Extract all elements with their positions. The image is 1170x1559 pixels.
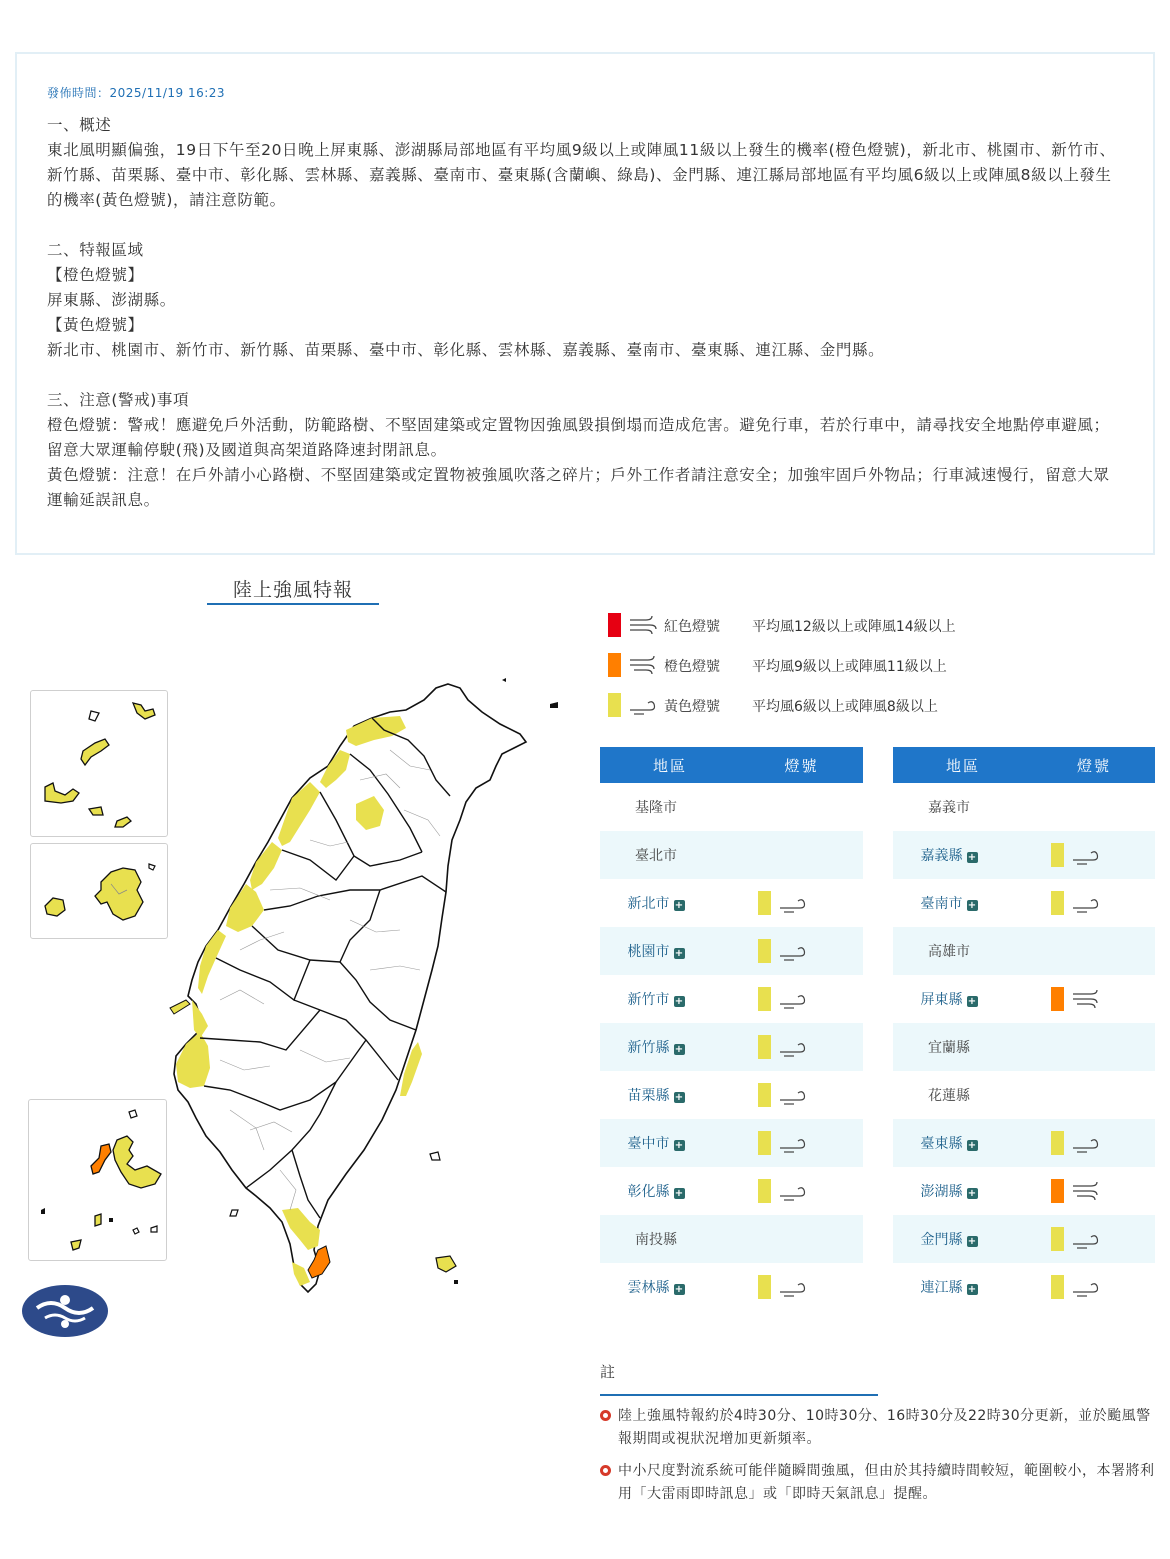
- wind-light-icon: [778, 1036, 808, 1058]
- signal-cell: [740, 1167, 863, 1215]
- region-name: 嘉義市: [928, 800, 970, 816]
- signal-cell: [740, 1119, 863, 1167]
- signal-swatch-yellow: [758, 1179, 771, 1203]
- penghu-island: [133, 1228, 139, 1234]
- legend-yellow-label: 黃色燈號: [664, 699, 720, 715]
- island-small-lanyu: [454, 1280, 458, 1284]
- signal-cell: [1033, 783, 1155, 831]
- wind-light-icon: [778, 988, 808, 1010]
- signal-cell: [740, 879, 863, 927]
- region-name: 臺北市: [635, 848, 677, 864]
- wind-medium-icon: [1071, 1180, 1101, 1202]
- wind-light-icon: [628, 694, 658, 716]
- matsu-island: [81, 739, 109, 765]
- signal-swatch-yellow: [758, 1083, 771, 1107]
- signal-swatch-yellow: [1051, 891, 1064, 915]
- expand-plus-icon[interactable]: +: [674, 1092, 684, 1103]
- section1-body: 東北風明顯偏強，19日下午至20日晚上屏東縣、澎湖縣局部地區有平均風9級以上或陣風11級以上發生的機率(橙色燈號)，新北市、桃園市、新竹市、新竹縣、苗栗縣、臺中市、彰化縣、雲林縣、嘉義縣、臺南市、臺東縣(含蘭嶼、綠島)、金門縣、連江縣局部地區有平均風6級以上或陣風8級以上發生的機率(黃色燈號)，請注意防範。: [47, 141, 1116, 209]
- signal-cell: [1033, 1119, 1155, 1167]
- table-row: [893, 1215, 1155, 1263]
- inset-matsu-map: [30, 690, 168, 837]
- expand-plus-icon[interactable]: +: [674, 996, 684, 1007]
- region-name[interactable]: 彰化縣: [627, 1184, 670, 1200]
- matsu-island: [89, 807, 103, 815]
- table-row: [893, 831, 1155, 879]
- inset-penghu-map: [28, 1099, 167, 1261]
- region-name-cell[interactable]: [893, 1263, 1033, 1311]
- table-row: [600, 879, 863, 927]
- expand-plus-icon[interactable]: +: [967, 1140, 977, 1151]
- wind-strong-icon: [628, 614, 658, 636]
- notes-title: 註: [600, 1363, 616, 1381]
- note-item: [600, 1460, 1160, 1506]
- taiwan-map: [160, 670, 570, 1310]
- legend-orange-label: 橙色燈號: [664, 659, 720, 675]
- island-green: [430, 1152, 440, 1160]
- kinmen-island: [149, 864, 155, 870]
- expand-plus-icon[interactable]: +: [674, 1044, 684, 1055]
- region-name-cell[interactable]: [893, 879, 1033, 927]
- wind-light-icon: [1071, 892, 1101, 914]
- island-guishan: [550, 702, 558, 708]
- expand-plus-icon[interactable]: +: [967, 996, 977, 1007]
- signal-swatch-yellow: [758, 987, 771, 1011]
- region-name-cell[interactable]: [600, 927, 740, 975]
- signal-swatch-yellow: [758, 939, 771, 963]
- table-header-region: 地區: [893, 747, 1033, 783]
- signal-swatch-yellow: [758, 1131, 771, 1155]
- signal-cell: [740, 975, 863, 1023]
- table-row: [893, 927, 1155, 975]
- table-row: [600, 927, 863, 975]
- region-name-cell: [600, 1215, 740, 1263]
- table-row: [600, 1263, 863, 1311]
- signal-cell: [1033, 927, 1155, 975]
- region-name-cell: [893, 1023, 1033, 1071]
- penghu-island: [109, 1218, 113, 1222]
- signal-legend: [608, 610, 1168, 730]
- region-name-cell[interactable]: [893, 1215, 1033, 1263]
- wind-light-icon: [1071, 844, 1101, 866]
- signal-swatch-yellow: [1051, 1275, 1064, 1299]
- penghu-island: [95, 1214, 101, 1226]
- table-header-region: 地區: [600, 747, 740, 783]
- region-name-cell: [600, 783, 740, 831]
- expand-plus-icon[interactable]: +: [967, 1236, 977, 1247]
- region-name[interactable]: 臺中市: [627, 1136, 670, 1152]
- matsu-island: [115, 817, 131, 827]
- region-name-cell[interactable]: [600, 1263, 740, 1311]
- notes-header: [600, 1358, 878, 1396]
- signal-cell: [740, 1215, 863, 1263]
- bullet-icon: [600, 1410, 611, 1421]
- expand-plus-icon[interactable]: +: [674, 948, 684, 959]
- table-row: [600, 1167, 863, 1215]
- table-row: [600, 1071, 863, 1119]
- legend-red-label: 紅色燈號: [664, 619, 720, 635]
- signal-cell: [1033, 831, 1155, 879]
- kinmen-island: [45, 898, 65, 916]
- expand-plus-icon[interactable]: +: [967, 1188, 977, 1199]
- signal-swatch-yellow: [1051, 843, 1064, 867]
- table-row: [893, 1263, 1155, 1311]
- note-text: 陸上強風特報約於4時30分、10時30分、16時30分及22時30分更新，並於颱風警報期間或視狀況增加更新頻率。: [618, 1408, 1151, 1447]
- region-name-cell[interactable]: [893, 1119, 1033, 1167]
- table-row: [600, 1119, 863, 1167]
- region-name[interactable]: 屏東縣: [920, 992, 963, 1008]
- note-text: 中小尺度對流系統可能伴隨瞬間強風，但由於其持續時間較短，範圍較小，本署將利用「大雷雨即時訊息」或「即時天氣訊息」提醒。: [618, 1463, 1155, 1502]
- signal-cell: [1033, 1263, 1155, 1311]
- region-name-cell[interactable]: [893, 975, 1033, 1023]
- region-name: 高雄市: [928, 944, 970, 960]
- table-row: [600, 1215, 863, 1263]
- wind-light-icon: [1071, 1228, 1101, 1250]
- signal-cell: [1033, 1167, 1155, 1215]
- legend-row-yellow: [608, 690, 1168, 730]
- signal-cell: [1033, 975, 1155, 1023]
- island-west-sandbar: [170, 1000, 190, 1014]
- penghu-island: [91, 1144, 111, 1174]
- section2-title: 二、特報區域: [47, 241, 144, 259]
- legend-yellow-swatch: [608, 693, 621, 717]
- wind-light-icon: [778, 892, 808, 914]
- penghu-island: [113, 1136, 161, 1188]
- inset-kinmen-map: [30, 843, 168, 939]
- island-lanyu: [436, 1256, 456, 1272]
- signal-swatch-orange: [1051, 1179, 1064, 1203]
- taiwan-island: [174, 684, 526, 1292]
- region-name-cell: [893, 783, 1033, 831]
- signal-cell: [1033, 1215, 1155, 1263]
- yellow-note: 黃色燈號：注意！在戶外請小心路樹、不堅固建築或定置物被強風吹落之碎片；戶外工作者請注意安全；加強牢固戶外物品；行車減速慢行，留意大眾運輸延誤訊息。: [47, 466, 1110, 509]
- expand-plus-icon[interactable]: +: [674, 900, 684, 911]
- island-pengjia: [502, 678, 506, 682]
- wind-medium-icon: [1071, 988, 1101, 1010]
- table-header-signal: 燈號: [1033, 747, 1155, 783]
- table-row: [893, 1119, 1155, 1167]
- region-name[interactable]: 連江縣: [920, 1280, 963, 1296]
- wind-light-icon: [778, 1180, 808, 1202]
- region-name[interactable]: 臺南市: [920, 896, 963, 912]
- legend-red-swatch: [608, 613, 621, 637]
- region-name[interactable]: 新竹縣: [627, 1040, 670, 1056]
- region-name[interactable]: 苗栗縣: [627, 1088, 670, 1104]
- wind-light-icon: [778, 1276, 808, 1298]
- island-xiaoliuqiu: [230, 1210, 238, 1216]
- wind-medium-icon: [628, 654, 658, 676]
- penghu-island: [71, 1240, 81, 1250]
- bullet-icon: [600, 1465, 611, 1476]
- legend-row-red: [608, 610, 1168, 650]
- table-row: [600, 975, 863, 1023]
- table-row: [893, 975, 1155, 1023]
- notes-section: [600, 1358, 1160, 1506]
- signal-swatch-yellow: [1051, 1131, 1064, 1155]
- table-row: [893, 879, 1155, 927]
- table-row: [893, 1071, 1155, 1119]
- legend-yellow-desc: 平均風6級以上或陣風8級以上: [752, 699, 938, 715]
- signal-cell: [1033, 1071, 1155, 1119]
- wind-light-icon: [778, 1132, 808, 1154]
- note-item: [600, 1405, 1160, 1451]
- table-row: [893, 1167, 1155, 1215]
- cwa-logo: [21, 1284, 109, 1338]
- legend-orange-swatch: [608, 653, 621, 677]
- penghu-island: [41, 1208, 45, 1214]
- region-name-cell[interactable]: [893, 1167, 1033, 1215]
- region-table-left: [600, 747, 863, 1311]
- signal-cell: [1033, 879, 1155, 927]
- region-name[interactable]: 澎湖縣: [920, 1184, 963, 1200]
- region-name[interactable]: 金門縣: [920, 1232, 963, 1248]
- legend-row-orange: [608, 650, 1168, 690]
- legend-orange-desc: 平均風9級以上或陣風11級以上: [752, 659, 947, 675]
- signal-cell: [740, 831, 863, 879]
- region-name-cell[interactable]: [600, 1071, 740, 1119]
- expand-plus-icon[interactable]: +: [674, 1188, 684, 1199]
- section3-title: 三、注意(警戒)事項: [47, 391, 190, 409]
- region-name[interactable]: 雲林縣: [627, 1280, 670, 1296]
- region-table-right: [893, 747, 1155, 1311]
- region-name-cell[interactable]: [600, 1167, 740, 1215]
- table-header-signal: 燈號: [740, 747, 863, 783]
- matsu-island: [45, 783, 79, 803]
- expand-plus-icon[interactable]: +: [967, 852, 977, 863]
- penghu-island: [151, 1226, 157, 1232]
- wind-light-icon: [1071, 1132, 1101, 1154]
- table-row: [600, 1023, 863, 1071]
- orange-note: 橙色燈號：警戒！應避免戶外活動，防範路樹、不堅固建築或定置物因強風毀損倒塌而造成危害。避免行車，若於行車中，請尋找安全地點停車避風；留意大眾運輸停駛(飛)及國道與高架道路降速封閉訊息。: [47, 416, 1110, 459]
- issued-time: 發佈時間：2025/11/19 16:23: [47, 86, 226, 100]
- region-name-cell[interactable]: [600, 1119, 740, 1167]
- table-row: [893, 783, 1155, 831]
- map-title: 陸上強風特報: [232, 579, 353, 601]
- signal-cell: [740, 927, 863, 975]
- signal-cell: [1033, 1023, 1155, 1071]
- region-name[interactable]: 新竹市: [627, 992, 670, 1008]
- region-name-cell[interactable]: [600, 1023, 740, 1071]
- expand-plus-icon[interactable]: +: [967, 900, 977, 911]
- region-name[interactable]: 嘉義縣: [920, 848, 963, 864]
- region-name-cell[interactable]: [600, 975, 740, 1023]
- expand-plus-icon[interactable]: +: [674, 1140, 684, 1151]
- wind-light-icon: [778, 940, 808, 962]
- section1-title: 一、概述: [47, 116, 112, 134]
- matsu-island: [89, 711, 99, 721]
- map-title-underline: [207, 575, 379, 605]
- signal-swatch-yellow: [758, 1035, 771, 1059]
- signal-cell: [740, 1023, 863, 1071]
- signal-cell: [740, 783, 863, 831]
- signal-swatch-yellow: [1051, 1227, 1064, 1251]
- region-name[interactable]: 臺東縣: [920, 1136, 963, 1152]
- region-name: 南投縣: [635, 1232, 677, 1248]
- signal-swatch-yellow: [758, 891, 771, 915]
- yellow-areas: 新北市、桃園市、新竹市、新竹縣、苗栗縣、臺中市、彰化縣、雲林縣、嘉義縣、臺南市、臺東縣、連江縣、金門縣。: [47, 341, 885, 359]
- signal-swatch-orange: [1051, 987, 1064, 1011]
- bulletin-panel: [15, 52, 1155, 555]
- matsu-island: [133, 703, 155, 719]
- table-row: [893, 1023, 1155, 1071]
- signal-cell: [740, 1263, 863, 1311]
- region-name: 基隆市: [635, 800, 677, 816]
- region-name: 花蓮縣: [928, 1088, 970, 1104]
- yellow-heading: 【黃色燈號】: [47, 316, 144, 334]
- region-name[interactable]: 桃園市: [627, 944, 670, 960]
- orange-areas: 屏東縣、澎湖縣。: [47, 291, 176, 309]
- wind-light-icon: [778, 1084, 808, 1106]
- legend-red-desc: 平均風12級以上或陣風14級以上: [752, 619, 956, 635]
- table-row: [600, 831, 863, 879]
- orange-heading: 【橙色燈號】: [47, 266, 144, 284]
- expand-plus-icon[interactable]: +: [674, 1284, 684, 1295]
- region-name[interactable]: 新北市: [627, 896, 670, 912]
- table-row: [600, 783, 863, 831]
- signal-cell: [740, 1071, 863, 1119]
- region-name-cell[interactable]: [600, 879, 740, 927]
- expand-plus-icon[interactable]: +: [967, 1284, 977, 1295]
- wind-light-icon: [1071, 1276, 1101, 1298]
- region-name-cell: [600, 831, 740, 879]
- region-name-cell: [893, 1071, 1033, 1119]
- region-name-cell: [893, 927, 1033, 975]
- region-name-cell[interactable]: [893, 831, 1033, 879]
- region-name: 宜蘭縣: [928, 1040, 970, 1056]
- penghu-island: [129, 1110, 137, 1118]
- signal-swatch-yellow: [758, 1275, 771, 1299]
